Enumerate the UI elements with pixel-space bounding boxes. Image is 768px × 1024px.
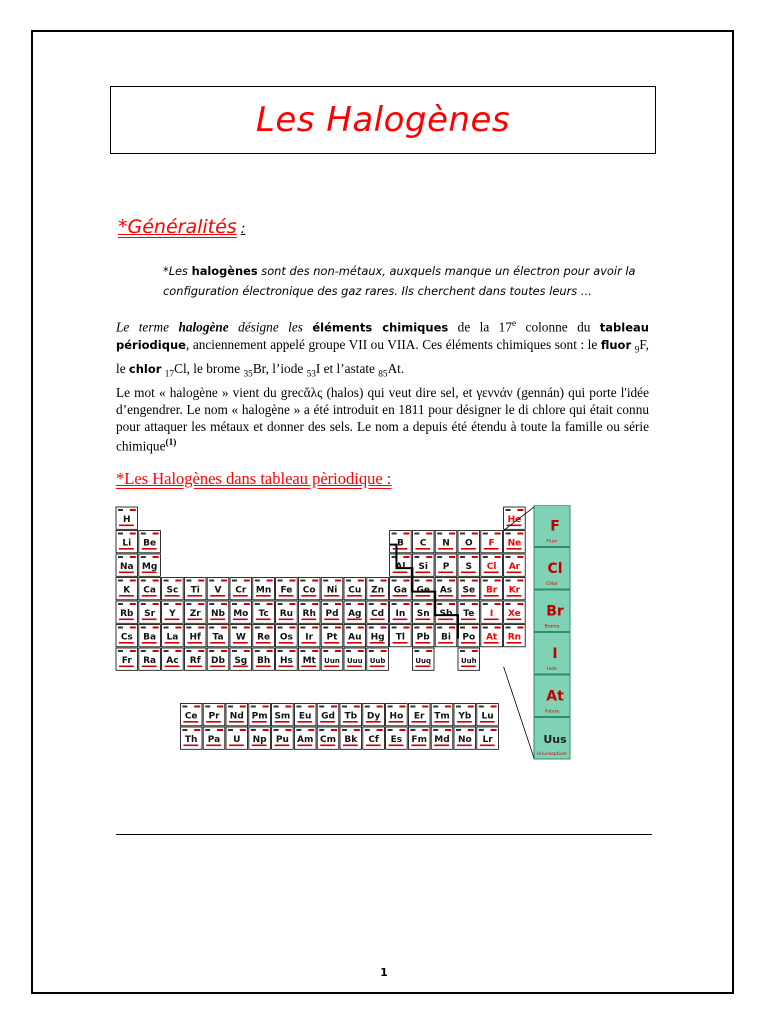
element-cell	[116, 507, 138, 529]
p1-t3: désigne les	[228, 319, 313, 335]
svg-text:Mt: Mt	[302, 655, 316, 666]
p1-t9: fluor	[600, 338, 632, 353]
element-cell	[116, 531, 138, 553]
svg-text:Cl: Cl	[486, 561, 497, 572]
p1-i-num: 53	[306, 369, 316, 380]
svg-text:Uub: Uub	[369, 656, 386, 665]
svg-text:F: F	[550, 518, 560, 535]
svg-text:Rf: Rf	[189, 655, 201, 666]
element-cell	[276, 578, 298, 600]
element-cell	[184, 648, 206, 670]
svg-text:Fr: Fr	[121, 655, 132, 666]
svg-text:In: In	[395, 608, 406, 619]
svg-text:Pt: Pt	[326, 632, 338, 643]
p1-t8: , anciennement appelé groupe VII ou VIIA. Ces éléments chimiques sont : le	[185, 337, 601, 353]
svg-text:Rb: Rb	[120, 608, 134, 619]
periodic-table-svg	[114, 505, 572, 760]
element-cell	[481, 554, 503, 576]
svg-text:Mg: Mg	[141, 561, 158, 572]
svg-text:Nb: Nb	[211, 608, 225, 619]
p2-ref: (1)	[165, 438, 177, 448]
svg-text:Cl: Cl	[547, 560, 563, 577]
svg-text:Zr: Zr	[189, 608, 201, 619]
paragraph-definition	[116, 316, 649, 384]
title-box	[110, 86, 656, 154]
element-cell	[367, 648, 389, 670]
svg-text:Pb: Pb	[416, 632, 430, 643]
svg-text:Ge: Ge	[416, 585, 430, 596]
svg-text:Tc: Tc	[258, 608, 269, 619]
element-cell	[162, 601, 184, 623]
element-cell-f-block	[203, 704, 225, 726]
svg-text:Mn: Mn	[255, 585, 272, 596]
element-cell	[504, 507, 526, 529]
element-cell	[321, 625, 343, 647]
p1-t11: F, le	[116, 337, 649, 377]
svg-text:Cs: Cs	[120, 632, 133, 643]
p1-t16: I et l’astate	[315, 361, 379, 377]
element-cell	[162, 648, 184, 670]
element-cell	[162, 578, 184, 600]
svg-text:Ho: Ho	[389, 711, 404, 722]
element-cell-f-block	[363, 704, 385, 726]
svg-text:Ta: Ta	[212, 632, 224, 643]
svg-text:Hg: Hg	[370, 632, 385, 643]
halogen-cell	[534, 590, 570, 632]
element-cell-f-block	[180, 727, 202, 749]
element-cell	[458, 578, 480, 600]
element-cell	[412, 578, 434, 600]
halogen-cell	[534, 633, 570, 675]
svg-text:Al: Al	[395, 561, 406, 572]
svg-text:V: V	[214, 585, 222, 596]
element-cell-f-block	[249, 704, 271, 726]
p1-t14: Cl, le brome	[174, 361, 244, 377]
svg-text:Ag: Ag	[348, 608, 362, 619]
svg-text:Pd: Pd	[325, 608, 339, 619]
element-cell	[412, 601, 434, 623]
svg-text:Md: Md	[434, 734, 450, 745]
svg-text:Uus: Uus	[543, 732, 567, 746]
element-cell-f-block	[294, 704, 316, 726]
svg-text:Uuu: Uuu	[346, 656, 363, 665]
svg-text:Eu: Eu	[298, 711, 312, 722]
element-cell	[412, 648, 434, 670]
element-cell	[412, 625, 434, 647]
element-cell	[298, 625, 320, 647]
p1-t15: Br, l’iode	[252, 361, 307, 377]
svg-text:Xe: Xe	[507, 608, 521, 619]
svg-text:H: H	[123, 514, 131, 525]
paragraph-etymology	[116, 384, 649, 454]
element-cell	[435, 554, 457, 576]
element-cell	[321, 648, 343, 670]
footer-rule	[116, 834, 652, 835]
element-cell	[504, 625, 526, 647]
svg-text:Lu: Lu	[481, 711, 494, 722]
svg-text:Rn: Rn	[507, 632, 522, 643]
p1-cl-num: 17	[164, 369, 175, 380]
svg-text:Tb: Tb	[344, 711, 358, 722]
element-cell	[367, 578, 389, 600]
svg-text:Cd: Cd	[371, 608, 385, 619]
element-cell	[435, 531, 457, 553]
svg-text:Zn: Zn	[371, 585, 385, 596]
svg-text:Np: Np	[252, 734, 267, 745]
svg-text:He: He	[507, 514, 522, 525]
section-heading-generalites	[118, 216, 245, 238]
svg-text:W: W	[235, 632, 246, 643]
element-cell-f-block	[477, 727, 499, 749]
svg-text:Te: Te	[463, 608, 475, 619]
svg-text:F: F	[488, 538, 495, 549]
element-cell	[458, 625, 480, 647]
svg-text:P: P	[442, 561, 450, 572]
svg-text:Hf: Hf	[189, 632, 201, 643]
element-cell-f-block	[431, 704, 453, 726]
svg-text:Ununseptium: Ununseptium	[536, 752, 568, 757]
element-cell-f-block	[477, 704, 499, 726]
element-cell	[253, 648, 275, 670]
svg-text:Ir: Ir	[305, 632, 314, 643]
section-heading-text: *Généralités	[118, 216, 237, 238]
svg-text:At: At	[485, 632, 498, 643]
svg-text:B: B	[396, 538, 404, 549]
element-cell	[390, 554, 412, 576]
element-cell	[298, 648, 320, 670]
element-cell-f-block	[203, 727, 225, 749]
svg-text:Au: Au	[348, 632, 362, 643]
element-cell	[207, 625, 229, 647]
element-cell-f-block	[363, 727, 385, 749]
p1-t12: chlor	[128, 362, 162, 377]
svg-text:Hs: Hs	[279, 655, 293, 666]
svg-text:Br: Br	[485, 585, 498, 596]
element-cell	[207, 601, 229, 623]
element-cell	[253, 578, 275, 600]
svg-text:Uuh: Uuh	[460, 656, 477, 665]
element-cell-f-block	[317, 704, 339, 726]
element-cell-f-block	[340, 704, 362, 726]
svg-text:Astate: Astate	[544, 709, 560, 715]
p1-at-num: 85	[378, 369, 388, 380]
svg-text:Ca: Ca	[143, 585, 156, 596]
svg-text:Ga: Ga	[393, 585, 408, 596]
svg-text:N: N	[442, 538, 450, 549]
p2-text: Le mot « halogène » vient du grecἅλς (halos) qui veut dire sel, et γεννάν (gennán) qui porte l'idée d’engendrer. Le nom « halogène » a été introduit en 1811 pour désigner le di chlore qui était connu pour attaquer les métaux et donner des sels. Le nom a depuis été étendu à toute la famille ou série chimique	[116, 385, 649, 454]
svg-text:Co: Co	[302, 585, 316, 596]
svg-text:Si: Si	[418, 561, 428, 572]
svg-text:Sb: Sb	[439, 608, 453, 619]
svg-text:No: No	[457, 734, 472, 745]
p1-t2: halogène	[178, 319, 229, 335]
intro-prefix: *Les	[163, 264, 192, 278]
element-cell-f-block	[454, 727, 476, 749]
element-cell	[390, 531, 412, 553]
svg-text:Pm: Pm	[251, 711, 268, 722]
element-cell	[435, 578, 457, 600]
svg-text:O: O	[464, 538, 473, 549]
svg-text:Tm: Tm	[434, 711, 450, 722]
element-cell	[435, 601, 457, 623]
element-cell	[139, 578, 161, 600]
svg-text:Er: Er	[413, 711, 425, 722]
element-cell	[412, 531, 434, 553]
element-cell	[276, 648, 298, 670]
p1-t5: de la 17	[448, 319, 512, 335]
element-cell	[116, 625, 138, 647]
element-cell	[139, 648, 161, 670]
p1-t7: tableau périodique	[116, 320, 649, 353]
periodic-table-figure	[114, 505, 572, 760]
svg-text:La: La	[166, 632, 179, 643]
element-cell	[504, 578, 526, 600]
element-cell	[139, 531, 161, 553]
element-cell	[344, 578, 366, 600]
element-cell	[321, 578, 343, 600]
element-cell-f-block	[454, 704, 476, 726]
element-cell	[116, 554, 138, 576]
svg-text:Os: Os	[279, 632, 293, 643]
element-cell-f-block	[408, 727, 430, 749]
svg-text:Ni: Ni	[326, 585, 338, 596]
element-cell	[162, 625, 184, 647]
svg-text:Th: Th	[184, 734, 198, 745]
svg-text:Sn: Sn	[416, 608, 430, 619]
svg-text:Fm: Fm	[411, 734, 427, 745]
element-cell	[412, 554, 434, 576]
svg-text:Sm: Sm	[274, 711, 291, 722]
element-cell	[184, 625, 206, 647]
svg-text:Nd: Nd	[229, 711, 244, 722]
svg-text:Se: Se	[462, 585, 476, 596]
svg-text:K: K	[123, 585, 131, 596]
svg-text:Brome: Brome	[544, 624, 560, 630]
svg-text:I: I	[489, 608, 494, 619]
element-cell	[253, 601, 275, 623]
svg-text:Ce: Ce	[184, 711, 198, 722]
page-number: 1	[380, 966, 388, 979]
svg-text:Bi: Bi	[441, 632, 451, 643]
element-cell	[139, 601, 161, 623]
element-cell	[344, 601, 366, 623]
element-cell	[276, 625, 298, 647]
svg-text:Na: Na	[119, 561, 134, 572]
svg-text:Ti: Ti	[190, 585, 200, 596]
element-cell	[504, 554, 526, 576]
svg-text:Cf: Cf	[368, 734, 379, 745]
section-heading-colon: :	[240, 221, 246, 237]
svg-text:Re: Re	[257, 632, 271, 643]
element-cell	[390, 625, 412, 647]
svg-text:At: At	[546, 688, 564, 705]
svg-text:Ru: Ru	[279, 608, 294, 619]
element-cell	[458, 648, 480, 670]
svg-text:C: C	[419, 538, 427, 549]
p1-t6: colonne du	[516, 319, 600, 335]
element-cell	[184, 578, 206, 600]
svg-text:Rh: Rh	[302, 608, 316, 619]
element-cell	[230, 625, 252, 647]
svg-text:Chlor: Chlor	[546, 582, 558, 587]
svg-text:Ra: Ra	[143, 655, 157, 666]
svg-text:Li: Li	[122, 538, 132, 549]
element-cell-f-block	[294, 727, 316, 749]
intro-bold-term: halogènes	[191, 264, 258, 278]
svg-text:Am: Am	[297, 734, 314, 745]
svg-text:Lr: Lr	[482, 734, 493, 745]
element-cell	[458, 601, 480, 623]
p1-f-num: 9	[634, 346, 640, 357]
p1-br-num: 35	[243, 369, 253, 380]
svg-text:Pu: Pu	[275, 734, 289, 745]
p1-t1: Le terme	[116, 319, 179, 335]
svg-text:Br: Br	[546, 603, 564, 620]
element-cell-f-block	[340, 727, 362, 749]
svg-text:Mo: Mo	[233, 608, 249, 619]
element-cell	[207, 648, 229, 670]
svg-text:Ba: Ba	[143, 632, 157, 643]
svg-text:Ar: Ar	[508, 561, 521, 572]
element-cell	[390, 578, 412, 600]
element-cell-f-block	[317, 727, 339, 749]
element-cell	[458, 531, 480, 553]
svg-text:Tl: Tl	[395, 632, 406, 643]
element-cell	[321, 601, 343, 623]
element-cell	[435, 625, 457, 647]
svg-text:As: As	[439, 585, 453, 596]
svg-text:U: U	[233, 734, 241, 745]
element-cell	[116, 648, 138, 670]
element-cell-f-block	[249, 727, 271, 749]
element-cell-f-block	[272, 704, 294, 726]
svg-text:Po: Po	[462, 632, 476, 643]
zoom-connector	[504, 667, 534, 758]
p1-t5sup: e	[511, 319, 517, 329]
element-cell-f-block	[386, 704, 408, 726]
element-cell	[344, 625, 366, 647]
svg-text:Ac: Ac	[166, 655, 179, 666]
element-cell	[481, 578, 503, 600]
element-cell	[298, 578, 320, 600]
element-cell	[344, 648, 366, 670]
element-cell	[504, 531, 526, 553]
svg-text:Sc: Sc	[166, 585, 179, 596]
svg-text:Pa: Pa	[207, 734, 221, 745]
element-cell	[207, 578, 229, 600]
svg-text:Bk: Bk	[344, 734, 358, 745]
svg-text:Sr: Sr	[144, 608, 156, 619]
svg-text:Pr: Pr	[208, 711, 220, 722]
svg-text:Es: Es	[390, 734, 403, 745]
svg-text:Uun: Uun	[324, 656, 340, 665]
svg-text:Uuq: Uuq	[415, 656, 432, 665]
element-cell	[230, 578, 252, 600]
svg-text:Fluor: Fluor	[546, 539, 558, 545]
element-cell	[298, 601, 320, 623]
svg-text:Kr: Kr	[508, 585, 521, 596]
element-cell-f-block	[226, 727, 248, 749]
element-cell-f-block	[226, 704, 248, 726]
element-cell-f-block	[386, 727, 408, 749]
intro-paragraph	[163, 261, 643, 301]
svg-text:Cm: Cm	[320, 734, 336, 745]
p1-t17: At.	[387, 361, 405, 377]
element-cell	[184, 601, 206, 623]
section-heading-periodic-table: *Les Halogènes dans tableau pèriodique :	[116, 469, 392, 488]
element-cell-f-block	[431, 727, 453, 749]
element-cell	[367, 625, 389, 647]
p1-t4: éléments chimiques	[312, 320, 449, 335]
svg-text:Dy: Dy	[366, 711, 381, 722]
svg-text:Be: Be	[143, 538, 157, 549]
element-cell	[116, 601, 138, 623]
halogen-cell	[534, 718, 570, 760]
intro-text: sont des non-métaux, auxquels manque un électron pour avoir la configuration électronique des gaz rares. Ils cherchent dans toutes leurs ...	[163, 264, 636, 298]
svg-text:Bh: Bh	[256, 655, 271, 666]
element-cell	[481, 625, 503, 647]
svg-text:Yb: Yb	[458, 711, 472, 722]
svg-text:Y: Y	[169, 608, 176, 619]
element-cell	[481, 601, 503, 623]
element-cell	[230, 601, 252, 623]
svg-text:I: I	[552, 645, 558, 662]
svg-text:S: S	[465, 561, 473, 572]
halogen-cell	[534, 505, 570, 547]
svg-text:Cr: Cr	[235, 585, 247, 596]
document-title: Les Halogènes	[255, 100, 511, 140]
element-cell	[458, 554, 480, 576]
svg-text:Sg: Sg	[234, 655, 248, 666]
element-cell	[253, 625, 275, 647]
svg-text:Iode: Iode	[547, 667, 557, 672]
svg-text:Db: Db	[211, 655, 225, 666]
svg-text:Cu: Cu	[348, 585, 362, 596]
element-cell	[276, 601, 298, 623]
element-cell	[390, 601, 412, 623]
element-cell	[504, 601, 526, 623]
halogen-cell	[534, 675, 570, 717]
svg-text:Ne: Ne	[507, 538, 522, 549]
svg-text:Fe: Fe	[280, 585, 293, 596]
element-cell	[139, 554, 161, 576]
element-cell-f-block	[272, 727, 294, 749]
element-cell	[230, 648, 252, 670]
element-cell	[139, 625, 161, 647]
element-cell-f-block	[408, 704, 430, 726]
halogen-cell	[534, 548, 570, 590]
svg-text:Gd: Gd	[321, 711, 335, 722]
element-cell	[116, 578, 138, 600]
element-cell	[367, 601, 389, 623]
element-cell-f-block	[180, 704, 202, 726]
element-cell	[481, 531, 503, 553]
